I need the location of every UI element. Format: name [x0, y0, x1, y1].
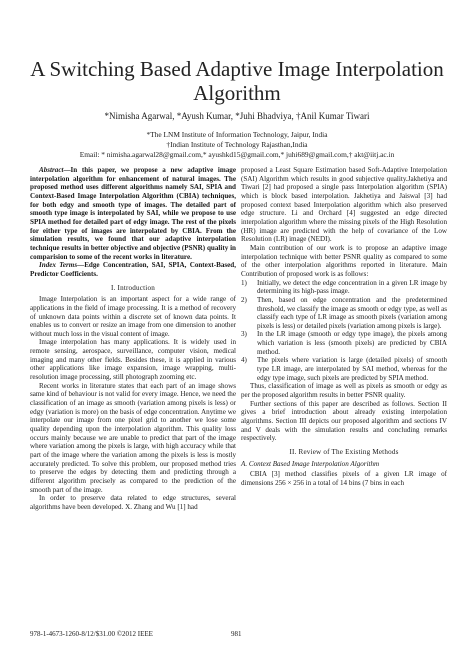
abstract	[30, 166, 236, 261]
cbia-paragraph: CBIA [3] method classifies pixels of a given LR image of dimensions 256 × 256 in a total of 14 bins (7 bins in each	[241, 470, 447, 487]
paper-title-line-1: A Switching Based Adaptive Image Interpolation	[30, 57, 444, 81]
left-column	[30, 166, 236, 512]
intro-paragraph-3: Recent works in literature states that each part of an image shows same kind of behaviour is not valid for every image. Hence, we need the classification of an image as smooth (variation among pixels is less) or edgy (variation is more) on the basis of edge concentration. Anytime we interpolate our image from one pixel grid to another we lose some quality depending upon the interpolation algorithm. This quality loss occurs mainly because we are unable to predict that part of the image where variation among the pixels is large, with high accuracy while that part of the image where the variation among the pixels is less is mostly accurately predicted. To solve this problem, our proposed method tries to preserve the edges by detecting them and predicting through a different algorithm precisely as compared to the prediction of the smooth part of the image.	[30, 381, 236, 494]
classification-paragraph: Thus, classification of image as well as pixels as smooth or edgy as per the proposed algorithm results in better PSNR quality.	[241, 382, 447, 400]
abstract-label: Abstract	[39, 166, 64, 174]
list-item	[241, 279, 447, 296]
paper-title-line-2: Algorithm	[193, 81, 281, 105]
intro-paragraph-5: proposed a Least Square Estimation based Soft-Adaptive Interpolation (SAI) Algorithm which results in good subjective quality.Jakhetiya and Tiwari [2] had proposed a single pass Interpolation algorithm (SPIA) which is block based interpolation. Jakhetiya and Jaiswal [3] had proposed context based Interpolation algorithm which also preserved edge structure. Li and Orchard [4] suggested an edge directed interpolation algorithm where the missing pixels of the High Resolution (HR) image are predicted with the help of covariance of the Low Resolution (LR) image (NEDI).	[241, 166, 447, 244]
affiliation-iit-rajasthan: †Indian Institute of Technology Rajasthan,India	[166, 140, 308, 149]
section-heading-review: II. Review of The Existing Methods	[289, 448, 399, 456]
subsection-heading-cbia: A. Context Based Image Interpolation Algorithm	[241, 459, 380, 468]
author-emails: Email: * nimisha.agarwal28@gmail.com,* ayushkd15@gmail.com,* juhi689@gmail.com,† akt@iitj.ac.in	[79, 150, 395, 159]
list-item-text: The pixels where variation is large (detailed pixels) of smooth type LR image, are interpolated by SAI method, whereas for the edgy type image, such pixels are predicted by SPIA method.	[257, 356, 447, 382]
index-terms	[30, 261, 236, 278]
index-terms-text: —Edge Concentration, SAI, SPIA, Context-Based, Predictor Coefficients.	[30, 261, 236, 278]
list-item-number: 2)	[241, 295, 247, 304]
index-terms-label: Index Terms	[39, 261, 78, 270]
list-item-number: 1)	[241, 278, 247, 287]
list-item-text: Then, based on edge concentration and the predetermined threshold, we classify the image as smooth or edgy type, as well as classify each type of LR image as smooth pixels (variation among pixels is less) or detailed pixels (variation among pixels is large).	[257, 295, 447, 330]
contribution-paragraph: Main contribution of our work is to propose an adaptive image interpolation technique with better PSNR quality as compared to some of the other interpolation algorithms reported in literature. Main Contribution of proposed work is as follows:	[241, 243, 447, 278]
list-item	[241, 330, 447, 356]
list-item	[241, 356, 447, 382]
intro-paragraph-1: Image Interpolation is an important aspect for a wide range of applications in the field of image processing. It is a method of recovery of unknown data points within a discrete set of known data points. It enables us to convert or resize an image from one dimension to another without much loss in the visual content of image.	[30, 295, 236, 338]
page-number: 981	[231, 630, 242, 638]
intro-paragraph-4: In order to preserve data related to edge structures, several algorithms have been developed. X. Zhang and Wu [1] had	[30, 494, 236, 511]
list-item	[241, 296, 447, 331]
list-item-text: In the LR image (smooth or edgy type image), the pixels among which variation is less (smooth pixels) are predicted by CBIA method.	[257, 330, 447, 356]
abstract-text: —In this paper, we propose a new adaptive image interpolation algorithm for enhancement of natural images. The proposed method uses different algorithms namely SAI, SPIA and Context-Based Image Interpolation Algorithm (CBIA) techniques, for both edgy and smooth type of images. The detailed part of smooth type image is interpolated by SAI, while we propose to use SPIA method for detailed part of edgy image. The rest of the pixels for either type of images are interpolated by CBIA. From the simulation results, we found that our adaptive interpolation technique results in better objective and objective (PSNR) quality in comparision to some of the recent works in literature.	[30, 166, 236, 261]
list-item-number: 4)	[241, 356, 247, 365]
copyright-footer: 978-1-4673-1260-8/12/$31.00 ©2012 IEEE	[30, 630, 153, 638]
affiliation-lnmiit: *The LNM Institute of Information Technology, Jaipur, India	[146, 130, 328, 139]
contribution-list	[241, 279, 447, 383]
list-item-text: Initially, we detect the edge concentration in a given LR image by determining its high-pass image.	[257, 278, 447, 296]
organization-paragraph: Further sections of this paper are described as follows. Section II gives a brief introduction about already existing interpolation algorithms. Section III depicts our proposed algorithm and sections IV and V deals with the simulation results and concluding remarks respectively.	[241, 399, 447, 443]
author-list: *Nimisha Agarwal, *Ayush Kumar, *Juhi Bhadviya, †Anil Kumar Tiwari	[104, 111, 370, 121]
section-heading-introduction: I. Introduction	[111, 283, 155, 292]
list-item-number: 3)	[241, 330, 247, 339]
right-column	[241, 166, 447, 488]
intro-paragraph-2: Image interpolation has many applications. It is widely used in remote sensing, aerospace, surveillance, computer vision, medical imaging and many other fields. Besides these, it is applied in various other applications like image expansion, image wrapping, multi-resolution image processing, still photograph zooming etc.	[30, 338, 236, 382]
